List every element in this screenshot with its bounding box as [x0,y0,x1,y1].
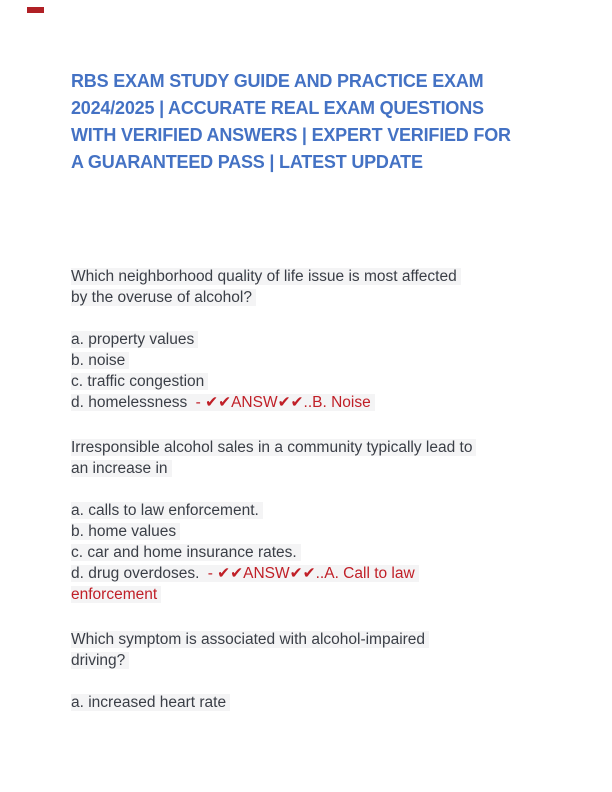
question-block-2 [71,437,546,605]
question-prompt-text: Which neighborhood quality of life issue is most affected [71,268,461,285]
question-prompt-line [71,629,546,650]
question-prompt-line [71,266,546,287]
answer-option-line [71,350,546,371]
answer-option-line [71,542,546,563]
title-line-3: WITH VERIFIED ANSWERS | EXPERT VERIFIED FOR [71,125,511,145]
answer-option-line [71,584,546,605]
answer-option-line [71,329,546,350]
title-body-gap [71,176,546,266]
blank-line [71,671,546,692]
question-prompt-line [71,287,546,308]
answer-option-line [71,521,546,542]
answer-option-text: c. car and home insurance rates. [71,544,301,561]
answer-option-text: c. traffic congestion [71,373,208,390]
answer-option-text: a. property values [71,331,198,348]
answer-option-text: b. noise [71,352,129,369]
question-prompt-line [71,458,546,479]
answer-option-line [71,392,546,413]
question-prompt-line [71,437,546,458]
question-prompt-text: driving? [71,652,129,669]
question-prompt-text: an increase in [71,460,172,477]
answer-option-line [71,371,546,392]
question-prompt-text: Irresponsible alcohol sales in a community typically lead to [71,439,476,456]
questions-section [71,266,546,713]
answer-option-text: a. calls to law enforcement. [71,502,263,519]
answer-option-line [71,500,546,521]
verified-answer-text: - ✔✔ANSW✔✔..B. Noise [196,394,375,411]
verified-answer-text: enforcement [71,586,161,603]
title-line-2: 2024/2025 | ACCURATE REAL EXAM QUESTIONS [71,98,484,118]
answer-option-text: a. increased heart rate [71,694,230,711]
answer-option-line [71,563,546,584]
answer-option-line [71,692,546,713]
question-prompt-text: by the overuse of alcohol? [71,289,256,306]
title-line-1: RBS EXAM STUDY GUIDE AND PRACTICE EXAM [71,71,484,91]
question-block-1 [71,266,546,413]
document-title [71,68,546,176]
answer-option-text: d. drug overdoses. [71,565,208,582]
blank-line [71,308,546,329]
answer-option-text: d. homelessness [71,394,196,411]
question-prompt-line [71,650,546,671]
question-block-3 [71,629,546,713]
page-content [71,68,546,713]
verified-answer-text: - ✔✔ANSW✔✔..A. Call to law [208,565,419,582]
red-dash-mark [27,7,44,13]
title-line-4: A GUARANTEED PASS | LATEST UPDATE [71,152,423,172]
question-prompt-text: Which symptom is associated with alcohol-impaired [71,631,429,648]
blank-line [71,479,546,500]
answer-option-text: b. home values [71,523,180,540]
